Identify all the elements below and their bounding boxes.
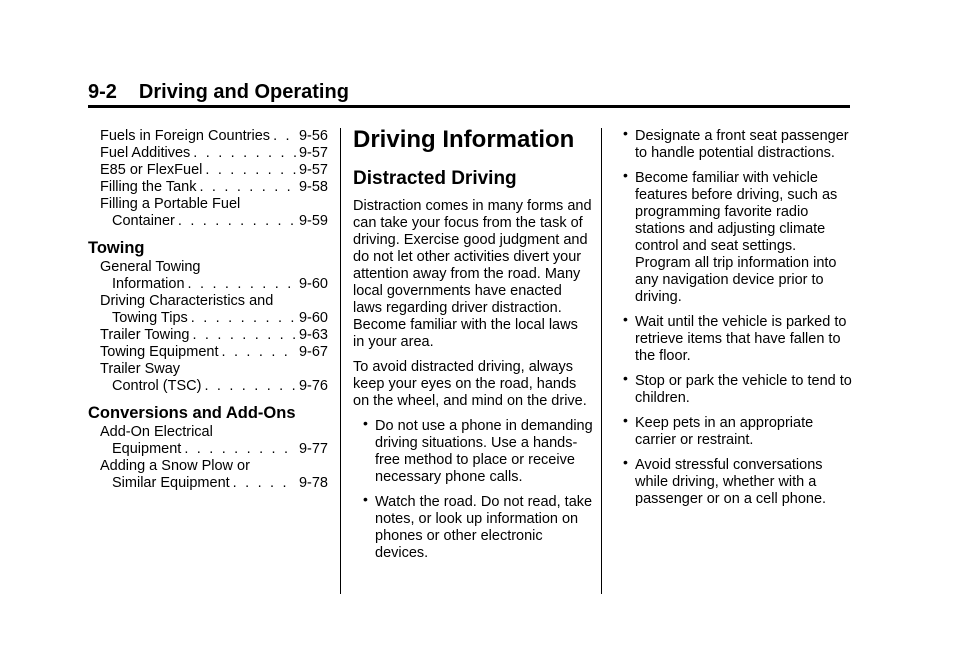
list-item [613, 412, 853, 449]
bullet-icon: • [623, 454, 628, 470]
toc-entry-label: Filling a Portable Fuel [100, 196, 241, 212]
toc-entry-label: Towing Equipment [100, 344, 219, 360]
leader-dots [178, 213, 296, 230]
toc-entry[interactable] [88, 128, 328, 145]
toc-entry[interactable] [88, 162, 328, 179]
toc-entry-page: 9-77 [298, 441, 328, 457]
toc-entry[interactable] [88, 259, 328, 293]
toc-entry[interactable] [88, 361, 328, 395]
toc-entry-page: 9-76 [298, 378, 328, 394]
bullet-list [613, 125, 853, 508]
toc-section-heading: Towing [88, 239, 145, 257]
bullet-icon: • [363, 415, 368, 431]
paragraph: Distraction comes in many forms and can take your focus from the task of driving. Exercise good judgment and do not let other activities divert your attention away from the road. Many local governments have enacted laws regarding driver distraction. Become familiar with the local laws in your area. [353, 198, 592, 350]
toc-entry-page: 9-67 [298, 344, 328, 360]
toc-entry[interactable] [88, 196, 328, 230]
list-item [353, 491, 593, 562]
toc-entry[interactable] [88, 458, 328, 492]
leader-dots [205, 162, 296, 179]
main-column-2 [613, 125, 853, 516]
toc-entry-label: Driving Characteristics and [100, 293, 274, 309]
list-item-text: Stop or park the vehicle to tend to children. [635, 373, 852, 406]
toc-entry-page: 9-59 [298, 213, 328, 229]
page-header [88, 80, 850, 108]
toc-entry-page: 9-58 [298, 179, 328, 195]
toc-entry-label: Fuels in Foreign Countries [100, 128, 271, 144]
paragraph: To avoid distracted driving, always keep your eyes on the road, hands on the wheel, and mind on the drive. [353, 359, 587, 409]
toc-entry-page: 9-60 [298, 310, 328, 326]
column-divider [601, 128, 602, 594]
subtitle: Distracted Driving [353, 168, 517, 189]
bullet-list [353, 415, 593, 562]
toc-entry-label: Equipment [112, 441, 182, 457]
toc-column [88, 128, 328, 492]
toc-entry-label: Information [112, 276, 185, 292]
list-item [613, 454, 853, 508]
toc-entry-label: Trailer Towing [100, 327, 190, 343]
bullet-icon: • [623, 311, 628, 327]
list-item-text: Wait until the vehicle is parked to retrieve items that have fallen to the floor. [635, 314, 847, 364]
toc-entry-label: Container [112, 213, 175, 229]
toc-entry-page: 9-57 [298, 162, 328, 178]
toc-entry-label: Adding a Snow Plow or [100, 458, 250, 474]
leader-dots [191, 310, 296, 327]
main-title: Driving Information [353, 126, 575, 153]
toc-entry-label: Add-On Electrical [100, 424, 213, 440]
page-number: 9-2 [88, 81, 117, 103]
bullet-icon: • [363, 491, 368, 507]
toc-entry[interactable] [88, 179, 328, 196]
leader-dots [233, 475, 296, 492]
toc-entry-label: Filling the Tank [100, 179, 197, 195]
toc-entry-page: 9-56 [298, 128, 328, 144]
list-item-text: Become familiar with vehicle features before driving, such as programming favorite radio stations and adjusting climate control and seat settings. Program all trip information into any navigation device prior to driving. [635, 170, 838, 305]
leader-dots [193, 145, 296, 162]
list-item-text: Keep pets in an appropriate carrier or restraint. [635, 415, 814, 448]
column-divider [340, 128, 341, 594]
list-item [613, 311, 853, 365]
toc-entry[interactable] [88, 424, 328, 458]
leader-dots [204, 378, 296, 395]
bullet-icon: • [623, 125, 628, 141]
bullet-icon: • [623, 412, 628, 428]
toc-entry-page: 9-60 [298, 276, 328, 292]
list-item [613, 370, 853, 407]
toc-entry-label: General Towing [100, 259, 201, 275]
toc-section-heading: Conversions and Add-Ons [88, 404, 296, 422]
toc-entry[interactable] [88, 327, 328, 344]
list-item [613, 167, 853, 306]
toc-entry[interactable] [88, 145, 328, 162]
leader-dots [222, 344, 296, 361]
toc-entry-page: 9-57 [298, 145, 328, 161]
leader-dots [192, 327, 296, 344]
toc-entry-label: E85 or FlexFuel [100, 162, 203, 178]
list-item-text: Avoid stressful conversations while driving, whether with a passenger or on a cell phone. [635, 457, 827, 507]
main-column-1 [353, 128, 593, 570]
leader-dots [184, 441, 296, 458]
leader-dots [199, 179, 296, 196]
bullet-icon: • [623, 370, 628, 386]
leader-dots [273, 128, 296, 145]
toc-entry-label: Towing Tips [112, 310, 188, 326]
toc-entry-page: 9-78 [298, 475, 328, 491]
toc-entry-label: Control (TSC) [112, 378, 202, 394]
leader-dots [188, 276, 296, 293]
list-item-text: Watch the road. Do not read, take notes, or look up information on phones or other electronic devices. [375, 494, 593, 561]
toc-entry-label: Similar Equipment [112, 475, 230, 491]
list-item-text: Do not use a phone in demanding driving situations. Use a hands-free method to place or receive necessary phone calls. [375, 418, 593, 485]
bullet-icon: • [623, 167, 628, 183]
toc-entry-label: Fuel Additives [100, 145, 191, 161]
section-title: Driving and Operating [138, 81, 349, 103]
toc-entry-page: 9-63 [298, 327, 328, 343]
list-item-text: Designate a front seat passenger to handle potential distractions. [635, 128, 849, 161]
list-item [613, 125, 853, 162]
toc-entry-label: Trailer Sway [100, 361, 181, 377]
toc-entry[interactable] [88, 344, 328, 361]
toc-entry[interactable] [88, 293, 328, 327]
list-item [353, 415, 593, 486]
